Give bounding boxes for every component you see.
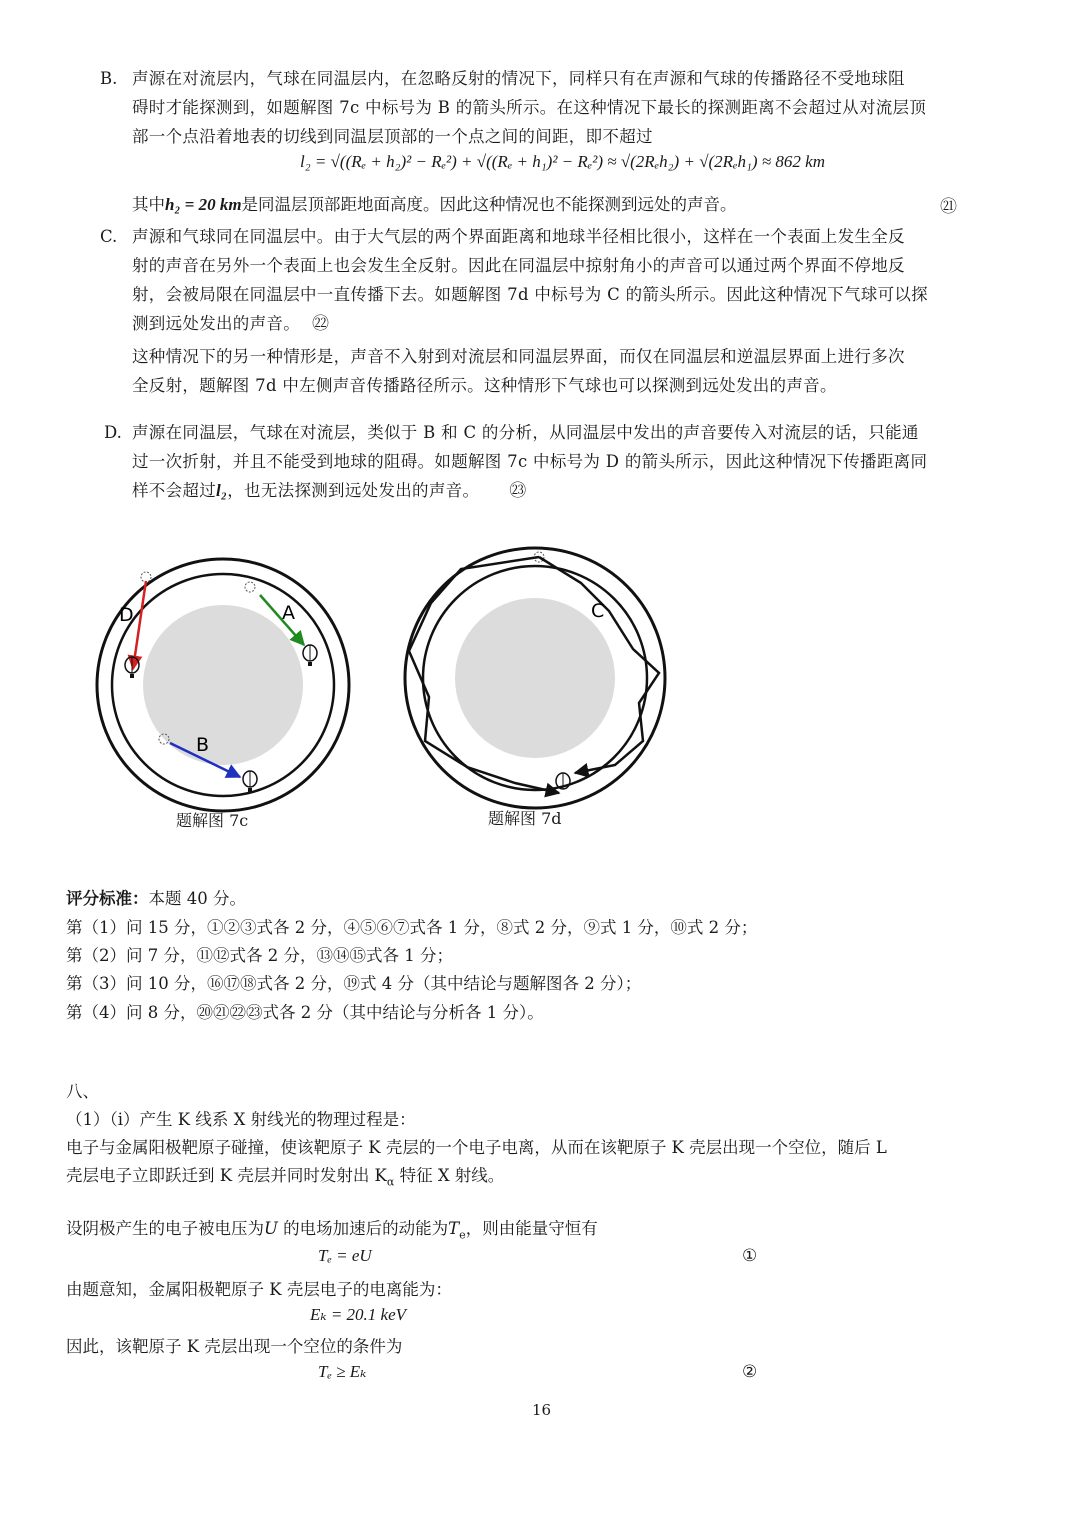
p3-var2-sub: e <box>459 1228 466 1242</box>
marker-eq-2: ② <box>742 1362 758 1382</box>
p3-mid: 的电场加速后的动能为 <box>277 1219 449 1238</box>
balloon-icon-a <box>303 645 317 666</box>
equation-2: Tₑ ≥ Eₖ <box>318 1362 367 1381</box>
section-8-p5: 因此，该靶原子 K 壳层出现一个空位的条件为 <box>66 1337 403 1356</box>
section-8-heading: 八、 <box>66 1082 99 1101</box>
figure-7c <box>90 555 370 815</box>
section-c-line-3: 射，会被局限在同温层中一直传播下去。如题解图 7d 中标号为 C 的箭头所示。因此这种情况下气球可以探 <box>132 285 928 304</box>
equation-ek: Eₖ = 20.1 keV <box>310 1305 407 1324</box>
marker-22: ㉒ <box>312 314 330 334</box>
section-b-text <box>132 64 1022 151</box>
section-8-p2 <box>66 1161 504 1196</box>
grading-q4: 第（4）问 8 分，⑳㉑㉒㉓式各 2 分（其中结论与分析各 1 分）。 <box>66 1003 544 1022</box>
grading-q1: 第（1）问 15 分，①②③式各 2 分，④⑤⑥⑦式各 1 分，⑧式 2 分，⑨式 1 分，⑩式 2 分； <box>66 918 758 937</box>
marker-eq-1: ① <box>742 1246 758 1266</box>
p2-prefix: 壳层电子立即跃迁到 K 壳层并同时发射出 K <box>66 1166 387 1185</box>
equation-1: Tₑ = eU <box>318 1246 372 1265</box>
p3-var: U <box>264 1219 278 1238</box>
marker-21: ㉑ <box>940 197 957 217</box>
label-a: A <box>282 602 295 624</box>
section-c-extra-1: 这种情况下的另一种情形是，声音不入射到对流层和同温层界面，而仅在同温层和逆温层界面上进行多次 <box>132 347 905 366</box>
label-d: D <box>119 604 134 626</box>
section-b-line-1: 声源在对流层内，气球在同温层内，在忽略反射的情况下，同样只有在声源和气球的传播路径不受地球阻 <box>132 69 905 88</box>
section-8-sub: （1）（i）产生 K 线系 X 射线光的物理过程是： <box>66 1110 416 1129</box>
source-icon-a <box>245 582 255 592</box>
section-d-text <box>132 418 1022 506</box>
section-b-line-2: 碍时才能探测到，如题解图 7c 中标号为 B 的箭头所示。在这种情况下最长的探测距离不会超过从对流层顶 <box>132 98 927 117</box>
source-icon-d <box>141 572 151 582</box>
grading-title-line <box>66 884 246 913</box>
balloon-icon-b <box>243 771 257 792</box>
marker-23: ㉓ <box>509 481 527 501</box>
balloon-icon-c <box>556 773 570 789</box>
note-suffix: 是同温层顶部距地面高度。因此这种情况也不能探测到远处的声音。 <box>241 195 737 214</box>
note-var: h₂ = 20 km <box>165 195 242 214</box>
grading-q3: 第（3）问 10 分，⑯⑰⑱式各 2 分，⑲式 4 分（其中结论与题解图各 2 分）； <box>66 974 642 993</box>
section-c-line-4-text: 测到远处发出的声音。 <box>132 314 300 333</box>
p3-var2: T <box>448 1219 460 1238</box>
section-b-note <box>132 190 737 219</box>
earth-disk-7d <box>455 598 615 758</box>
section-8-p3 <box>66 1214 598 1249</box>
formula-l2: l₂ = √((Rₑ + h₂)² − Rₑ²) + √((Rₑ + h₁)² − Rₑ²) ≈ √(2Rₑh₂) + √(2Rₑh₁) ≈ 862 km <box>300 152 825 171</box>
section-d-line-2: 过一次折射，并且不能受到地球的阻碍。如题解图 7c 中标号为 D 的箭头所示，因此这种情况下传播距离同 <box>132 452 928 471</box>
figure-7d <box>395 545 680 810</box>
item-label-d: D. <box>104 423 122 442</box>
label-c: C <box>591 600 605 622</box>
section-d-line-1: 声源在同温层，气球在对流层，类似于 B 和 C 的分析，从同温层中发出的声音要传入对流层的话，只能通 <box>132 423 919 442</box>
item-label-b: B. <box>100 69 118 88</box>
section-c-line-1: 声源和气球同在同温层中。由于大气层的两个界面距离和地球半径相比很小，这样在一个表面上发生全反 <box>132 227 905 246</box>
note-prefix: 其中 <box>132 195 165 214</box>
section-b-line-3: 部一个点沿着地表的切线到同温层顶部的一个点之间的间距，即不超过 <box>132 127 653 146</box>
page-number: 16 <box>532 1401 552 1419</box>
section-c-line-2: 射的声音在另外一个表面上也会发生全反射。因此在同温层中掠射角小的声音可以通过两个界面不停地反 <box>132 256 905 275</box>
p3-suffix: ，则由能量守恒有 <box>465 1219 598 1238</box>
section-c-extra-2: 全反射，题解图 7d 中左侧声音传播路径所示。这种情形下气球也可以探测到远处发出的声音。 <box>132 376 837 395</box>
line3-prefix: 样不会超过 <box>132 481 216 500</box>
caption-7d: 题解图 7d <box>488 809 562 828</box>
line3-suffix: ，也无法探测到远处发出的声音。 <box>227 481 480 500</box>
section-c-text <box>132 222 1022 400</box>
earth-disk <box>143 605 303 765</box>
grading-q2: 第（2）问 7 分，⑪⑫式各 2 分，⑬⑭⑮式各 1 分； <box>66 946 453 965</box>
section-8-p1: 电子与金属阳极靶原子碰撞，使该靶原子 K 壳层的一个电子电离，从而在该靶原子 K 壳层出现一个空位，随后 L <box>66 1138 887 1157</box>
grading-title-rest: 本题 40 分。 <box>148 889 246 908</box>
caption-7c: 题解图 7c <box>176 811 249 830</box>
balloon-icon-d <box>125 657 139 678</box>
p2-sub: α <box>386 1175 395 1189</box>
line3-var: l₂ <box>216 481 228 500</box>
label-b: B <box>196 734 210 756</box>
p2-suffix: 特征 X 射线。 <box>394 1166 505 1185</box>
grading-title: 评分标准： <box>66 889 149 908</box>
section-c-line-4 <box>132 309 1022 339</box>
section-d-line-3 <box>132 476 1022 506</box>
item-label-c: C. <box>100 227 118 246</box>
section-8-p4: 由题意知，金属阳极靶原子 K 壳层电子的电离能为： <box>66 1280 452 1299</box>
p3-prefix: 设阴极产生的电子被电压为 <box>66 1219 264 1238</box>
